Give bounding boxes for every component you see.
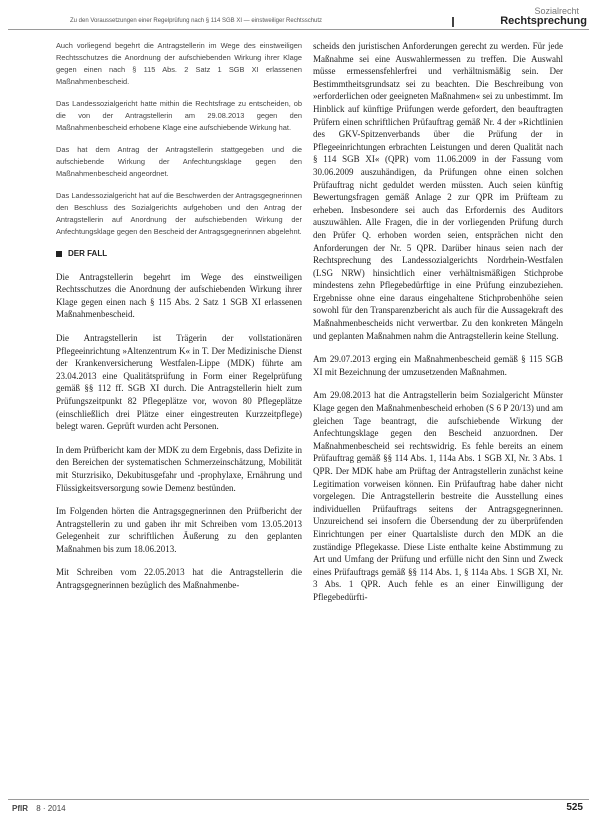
- lead-paragraph: Auch vorliegend begehrt die Antragstellerin im Wege des einstweiligen Rechtsschutzes die Anordnung der aufschiebenden Wirkung ihrer Klage gegen einen nach § 115 Abs. 2 Satz 1 SGB XI erlassenen Maßnahmenbescheid.: [56, 41, 302, 86]
- body-paragraph: Die Antragstellerin ist Trägerin der vollstationären Pflegeeinrichtung »Altenzentrum K« in T. Der Medizinische Dienst der Krankenversicherung Westfalen-Lippe (MDK) führte am 23.04.2013 eine Qualitätsprüfung in Form einer Regelprüfung gemäß §§ 112 ff. SGB XI durch. Die Antragstellerin hielt zum Prüfungszeitpunkt 82 Pflegeplätze vor, wovon 80 Pflegeplätze (einschließlich drei Plätze einer eingestreuten Kurzzeitpflege) belegt waren. Geprüft wurden acht Personen.: [56, 332, 302, 432]
- rubric-label: Sozialrecht: [534, 6, 579, 16]
- lead-paragraph: Das Landessozialgericht hat auf die Beschwerden der Antragsgegnerinnen den Beschluss des Sozialgerichts aufgehoben und den Antrag der Antragstellerin auf Anordnung der aufschiebenden Wirkung der Anfechtungsklage gegen den Bescheid der Antragsgegnerinnen abgelehnt.: [56, 191, 302, 236]
- section-bar-icon: [452, 17, 454, 27]
- section-label: Rechtsprechung: [500, 15, 587, 27]
- body-paragraph: Im Folgenden hörten die Antragsgegnerinnen den Prüfbericht der Antragstellerin zu und gaben ihr mit Schreiben vom 13.05.2013 Gelegenheit zur schriftlichen Äußerung zu den geplanten Maßnahmen bis zum 18.06.2013.: [56, 506, 302, 554]
- header-divider: [8, 29, 589, 30]
- journal-info: [12, 804, 66, 813]
- page-number: 525: [566, 802, 583, 813]
- square-bullet-icon: [56, 251, 62, 257]
- body-paragraph: Die Antragstellerin begehrt im Wege des einstweiligen Rechtsschutzes die Anordnung der aufschiebenden Wirkung ihrer Klage gegen einen nach § 115 Abs. 2 Satz 1 SGB XI erlassenen Maßnahmenbescheid.: [56, 271, 302, 320]
- section-heading: [56, 248, 302, 261]
- section-heading-text: DER FALL: [68, 249, 108, 258]
- left-column: [56, 40, 302, 603]
- body-paragraph: In dem Prüfbericht kam der MDK zu dem Ergebnis, dass Defizite in den Bereichen der systematischen Schmerzeinschätzung, Mobilität mit Sturzrisiko, Dekubitusgefahr und -prophylaxe, Ernährung und Flüssigkeitsversorgung sowie Demenz bestünden.: [56, 444, 302, 493]
- lead-paragraph: Das Landessozialgericht hatte mithin die Rechtsfrage zu entscheiden, ob die von der Antragstellerin am 29.08.2013 gegen den Maßnahmenbescheid erhobene Klage eine aufschiebende Wirkung hat.: [56, 99, 302, 132]
- footer-divider: [8, 799, 589, 800]
- lead-block: [56, 40, 302, 238]
- body-paragraph: Am 29.08.2013 hat die Antragstellerin beim Sozialgericht Münster Klage gegen den Maßnahmenbescheid erhoben (S 6 P 20/13) und am gleichen Tage beantragt, die aufschiebende Wirkung der Anfechtungsklage gegen den Bescheid anzuordnen. Der Maßnahmenbescheid sei rechtswidrig. Es fehle bereits an einem Prüfauftrag gemäß §§ 114 Abs. 1, 114a Abs. 1 SGB XI, Nr. 3 Abs. 1 QPR. Der MDK habe am Prüftag der Antragstellerin zunächst keine Legitimation vorweisen können. Ein Prüfauftrag habe daher nicht vorgelegen. Die Antragstellerin bestreite die Ausstellung eines individuellen Prüfauftrags seitens der Antragsgegnerinnen. Unzureichend sei insofern die Übersendung der zu überprüfenden Einrichtungen per einer Quartalsliste durch den MDK an die zuständige Pflegekasse. Diese Liste enthalte keine Abstimmung zu Art und Umfang der Prüfung und erfülle nicht den Sinn und Zweck eines Prüfauftrags gemäß §§ 114 Abs. 1, § 114a Abs. 1 SGB XI, Nr. 3 Abs. 1 QPR. Auch fehle es an einer Einwilligung der Pflegebedürfti-: [313, 390, 563, 602]
- journal-issue: 8 · 2014: [36, 804, 66, 813]
- lead-paragraph: Das hat dem Antrag der Antragstellerin stattgegeben und die aufschiebende Wirkung der Anfechtungsklage gegen den Maßnahmenbescheid angeordnet.: [56, 145, 302, 178]
- right-column: [313, 40, 563, 615]
- journal-name: PflR: [12, 804, 28, 813]
- running-title: Zu den Voraussetzungen einer Regelprüfung nach § 114 SGB XI — einstweiliger Rechtsschutz: [70, 18, 323, 24]
- body-paragraph: Am 29.07.2013 erging ein Maßnahmenbescheid gemäß § 115 SGB XI mit Bezeichnung der umzusetzenden Maßnahmen.: [313, 354, 563, 377]
- body-paragraph: scheids den juristischen Anforderungen gerecht zu werden. Für jede Maßnahme sei eine Auswahlermessen zu treffen. Die Auswahl müsse ermessensfehlerfrei und verhältnismäßig sein. Der Bestimmtheitsgrundsatz sei zu beachten. Die Beschreibung von »erforderlichen oder geeigneten Maßnahmen« sei zu unbestimmt. Im Hinblick auf künftige Prüfungen werde gefordert, den beauftragten Prüfern einen schriftlichen Prüfauftrag gemäß Nr. 4 der »Richtlinien des GKV-Spitzenverbands über die Prüfung der in Pflegeeinrichtungen erbrachten Leistungen und deren Qualität nach § 114 SGB XI« (QPR) vom 11.06.2009 in der Fassung vom 30.06.2009 auszuhändigen, da Prüfungen ohne einen solchen Prüfauftrag nicht geduldet werden müssten. Auch seien künftig Bewertungsfragen gemäß Anlage 2 zur QPR im Prüfteam zu erheben. Insbesondere sei auch das Erfordernis des Auditors auszuwählen. Alle Fragen, die in der vorliegenden Prüfung durch den Prüfer Q. erhoben worden seien, entsprächen nicht den Anforderungen der Nr. 5 QPR. Darüber hinaus seien nach der Rechtsprechung des Landessozialgerichts Nordrhein-Westfalen (LSG NRW) hinsichtlich einer verhältnismäßigen Stichprobe mindestens zehn Pflegebedürftige in eine Prüfung einzubeziehen. Ergebnisse ohne eine daraus eingehaltene Stichprobenhöhe seien sowohl für den Transparenzbericht als auch für die Aussagekraft des Maßnahmenbescheids nicht verwertbar. Zu den konkreten Mängeln und geplanten Maßnahmen nahm die Antragstellerin keine Stellung.: [313, 41, 563, 341]
- body-paragraph: Mit Schreiben vom 22.05.2013 hat die Antragstellerin die Antragsgegnerinnen bezüglich des Maßnahmenbe-: [56, 567, 302, 591]
